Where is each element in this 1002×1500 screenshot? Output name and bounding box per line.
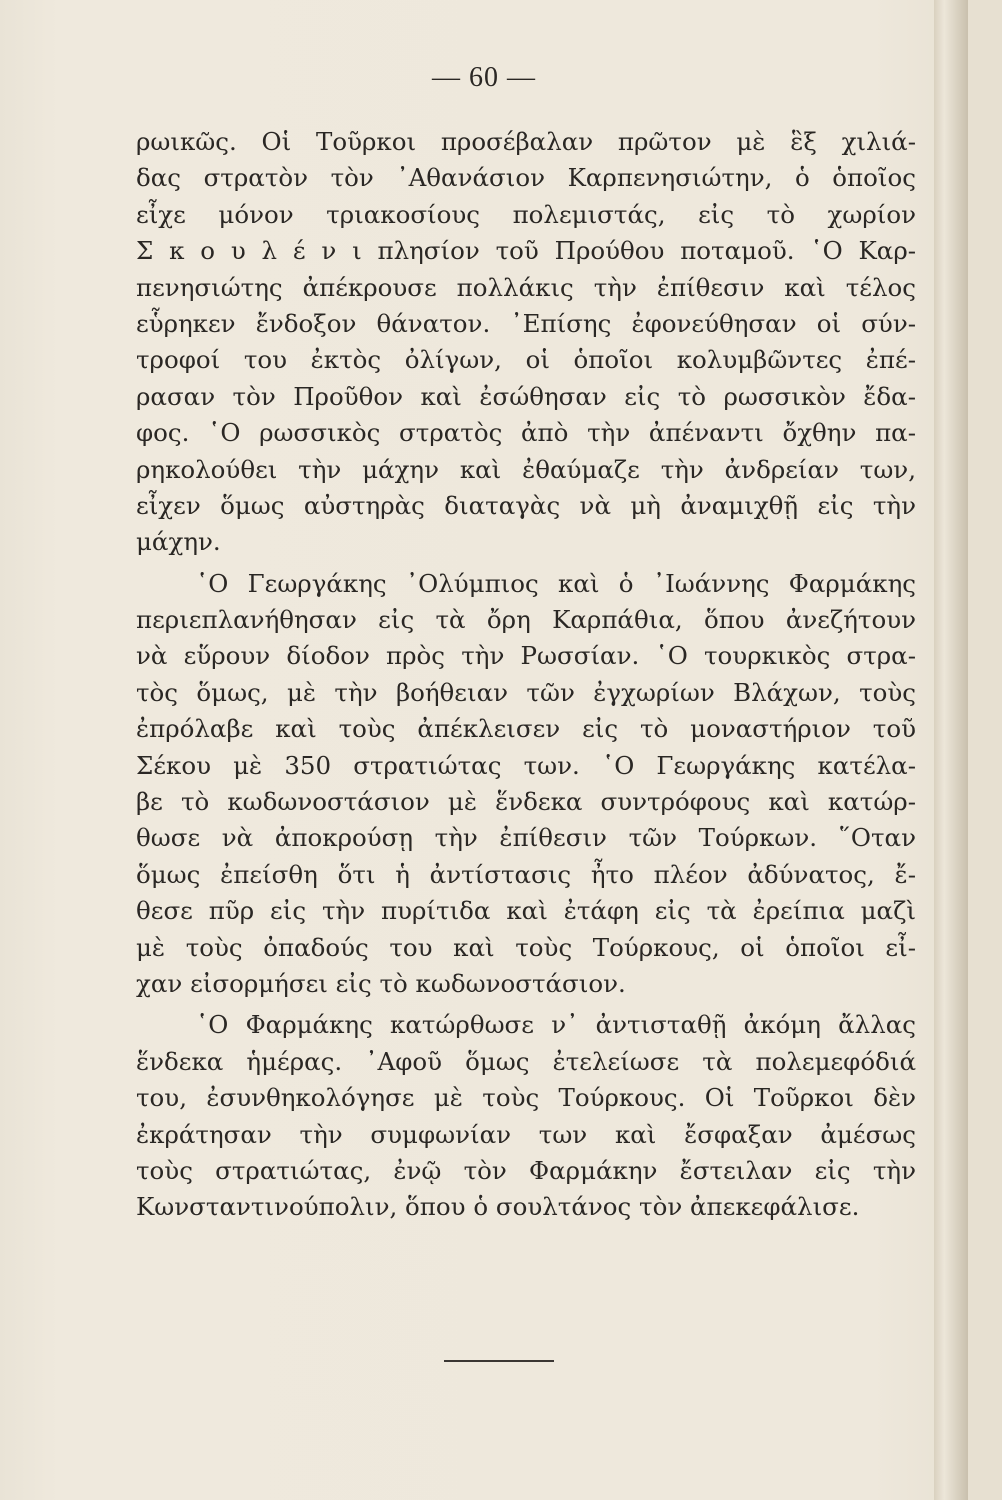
text-line: θωσε νὰ ἀποκρούσῃ τὴν ἐπίθεσιν τῶν Τούρκων. ῞Οταν [136, 823, 916, 853]
text-line: Κωνσταντινούπολιν, ὅπου ὁ σουλτάνος τὸν ἀπεκεφάλισε. [136, 1192, 860, 1222]
body-text [136, 124, 916, 1226]
text-line: χαν εἰσορμήσει εἰς τὸ κωδωνοστάσιον. [136, 968, 626, 998]
text-line: μάχην. [136, 527, 221, 557]
text-line: νὰ εὕρουν δίοδον πρὸς τὴν Ρωσσίαν. ῾Ο τουρκικὸς στρα- [136, 641, 916, 671]
page-number: — 60 — [432, 62, 536, 93]
section-end-rule [444, 1360, 554, 1362]
text-line: βε τὸ κωδωνοστάσιον μὲ ἕνδεκα συντρόφους καὶ κατώρ- [136, 787, 916, 817]
text-line: ὅμως ἐπείσθη ὅτι ἡ ἀντίστασις ἦτο πλέον ἀδύνατος, ἔ- [136, 859, 916, 889]
text-line: ρηκολούθει τὴν μάχην καὶ ἐθαύμαζε τὴν ἀνδρείαν των, [136, 454, 916, 484]
text-line: Σέκου μὲ 350 στρατιώτας των. ῾Ο Γεωργάκης κατέλα- [136, 750, 916, 780]
text-line: ἐκράτησαν τὴν συμφωνίαν των καὶ ἔσφαξαν ἀμέσως [136, 1119, 916, 1149]
text-line: του, ἐσυνθηκολόγησε μὲ τοὺς Τούρκους. Οἱ Τοῦρκοι δὲν [136, 1083, 916, 1113]
text-line: Σ κ ο υ λ έ ν ι πλησίον τοῦ Προύθου ποταμοῦ. ῾Ο Καρ- [136, 236, 916, 266]
text-line: τοὺς στρατιώτας, ἐνῷ τὸν Φαρμάκην ἔστειλαν εἰς τὴν [136, 1155, 916, 1185]
text-line: πενησιώτης ἀπέκρουσε πολλάκις τὴν ἐπίθεσιν καὶ τέλος [136, 272, 916, 302]
paragraph-1 [136, 124, 916, 561]
text-line: περιεπλανήθησαν εἰς τὰ ὄρη Καρπάθια, ὅπου ἀνεζήτουν [136, 605, 916, 635]
text-line: τροφοί του ἐκτὸς ὀλίγων, οἱ ὁποῖοι κολυμβῶντες ἐπέ- [136, 345, 916, 375]
text-line: ρασαν τὸν Προῦθον καὶ ἐσώθησαν εἰς τὸ ρωσσικὸν ἔδα- [136, 381, 916, 411]
text-line: ἐπρόλαβε καὶ τοὺς ἀπέκλεισεν εἰς τὸ μοναστήριον τοῦ [136, 714, 916, 744]
text-line: τὸς ὅμως, μὲ τὴν βοήθειαν τῶν ἐγχωρίων Βλάχων, τοὺς [136, 677, 916, 707]
text-line: δας στρατὸν τὸν ᾿Αθανάσιον Καρπενησιώτην, ὁ ὁποῖος [136, 163, 916, 193]
text-line: φος. ῾Ο ρωσσικὸς στρατὸς ἀπὸ τὴν ἀπέναντι ὄχθην πα- [136, 418, 916, 448]
text-line: ρωικῶς. Οἱ Τοῦρκοι προσέβαλαν πρῶτον μὲ ἓξ χιλιά- [136, 127, 916, 156]
paragraph-3 [136, 1007, 916, 1225]
text-line: εἶχε μόνον τριακοσίους πολεμιστάς, εἰς τὸ χωρίον [136, 199, 916, 229]
text-line: θεσε πῦρ εἰς τὴν πυρίτιδα καὶ ἐτάφη εἰς τὰ ἐρείπια μαζὶ [136, 896, 916, 926]
paragraph-2 [136, 566, 916, 1003]
text-line: εἶχεν ὅμως αὐστηρὰς διαταγὰς νὰ μὴ ἀναμιχθῇ εἰς τὴν [136, 490, 916, 520]
text-line: ῾Ο Φαρμάκης κατώρθωσε ν᾿ ἀντισταθῇ ἀκόμη ἄλλας [196, 1010, 916, 1040]
text-line: μὲ τοὺς ὀπαδούς του καὶ τοὺς Τούρκους, οἱ ὁποῖοι εἶ- [136, 932, 916, 962]
text-line: ῾Ο Γεωργάκης ᾿Ολύμπιος καὶ ὁ ᾿Ιωάννης Φαρμάκης [196, 568, 916, 598]
text-line: ἕνδεκα ἡμέρας. ᾿Αφοῦ ὅμως ἐτελείωσε τὰ πολεμεφόδιά [136, 1046, 916, 1076]
page-edge-shadow [934, 0, 968, 1500]
text-line: εὗρηκεν ἔνδοξον θάνατον. ᾿Επίσης ἐφονεύθησαν οἱ σύν- [136, 308, 916, 338]
